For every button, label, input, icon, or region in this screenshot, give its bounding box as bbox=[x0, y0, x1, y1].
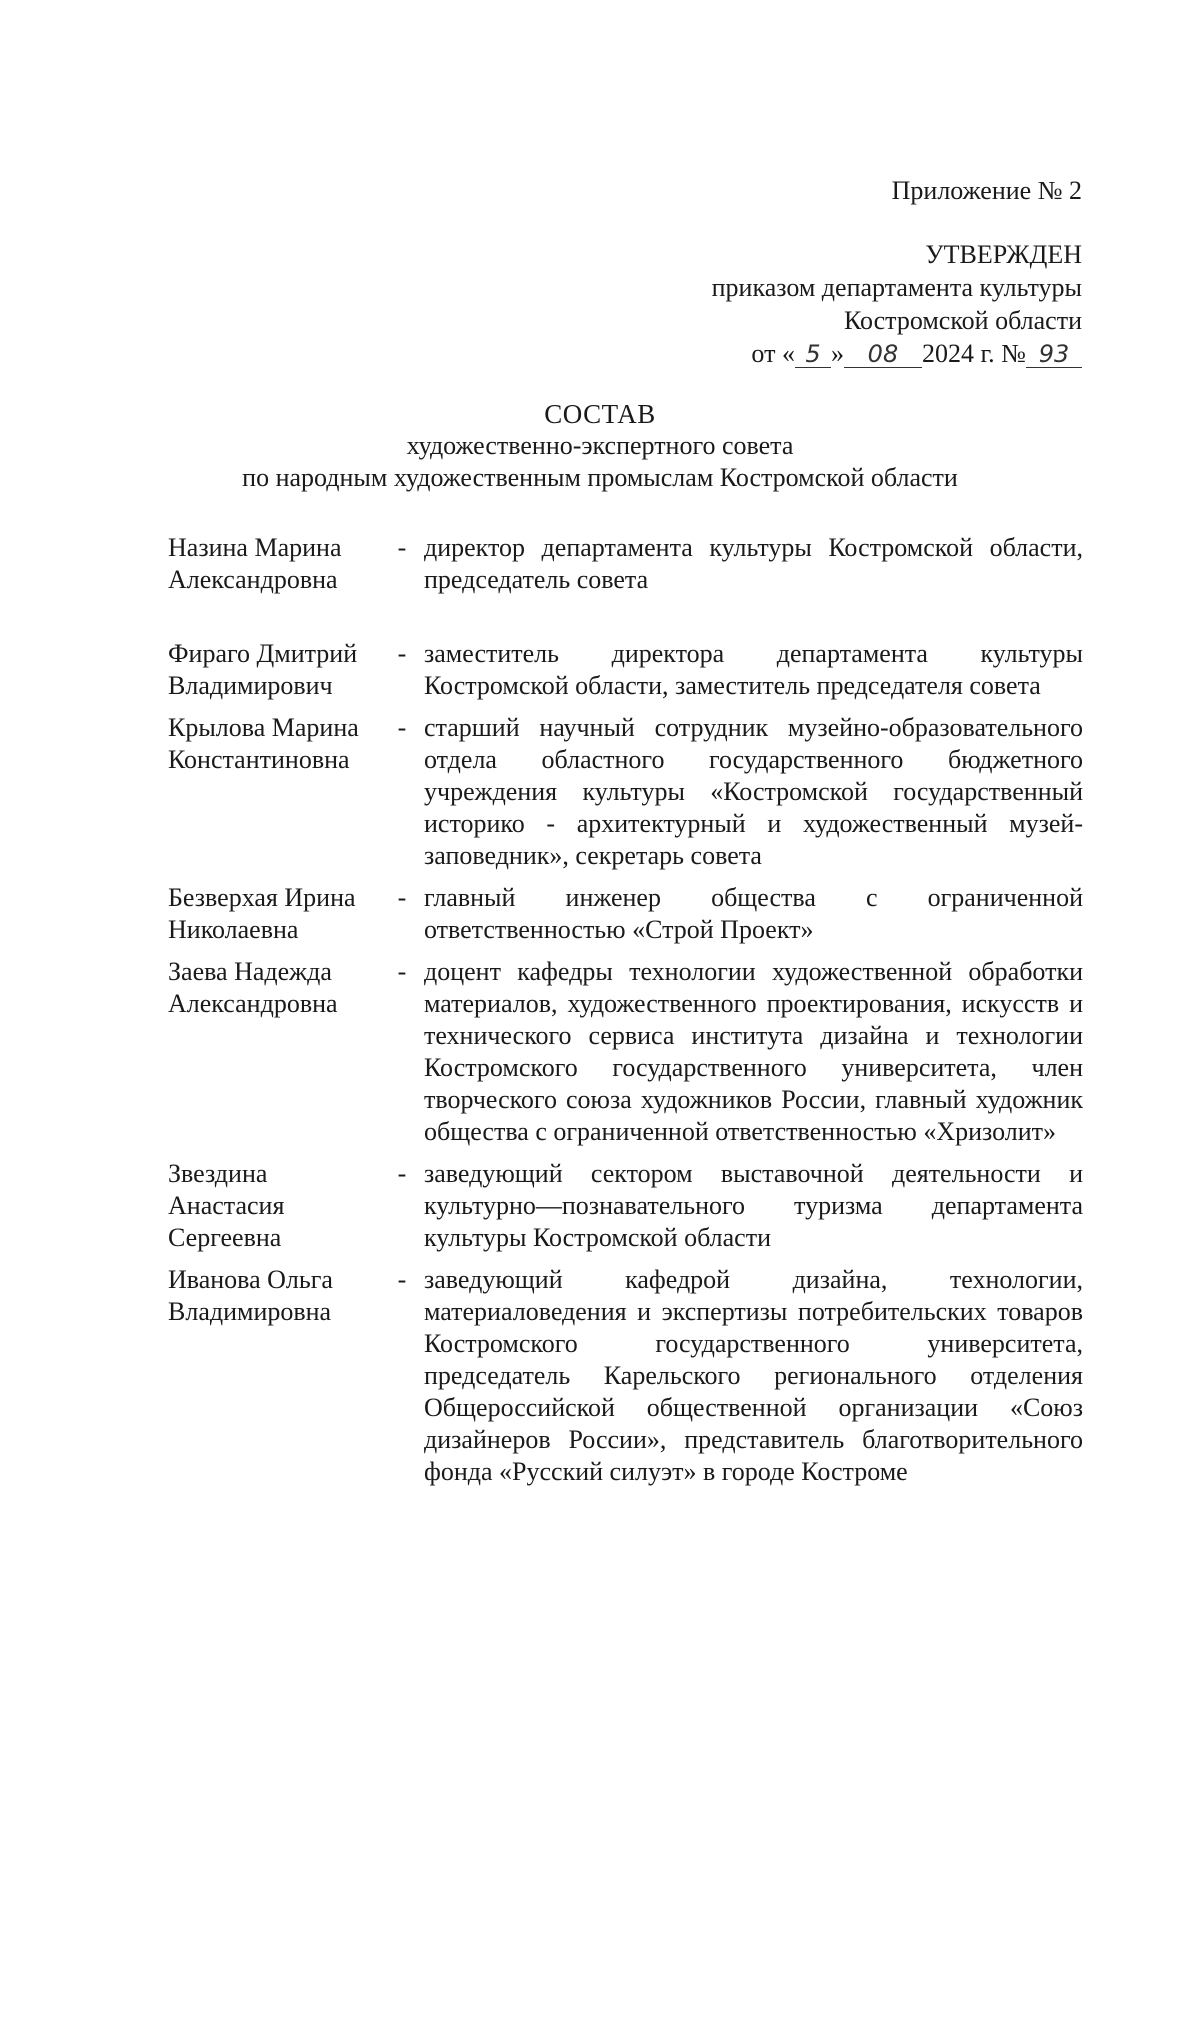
handwritten-order-number: 93 bbox=[1026, 341, 1082, 368]
member-row bbox=[168, 1264, 1083, 1488]
member-role: заведующий кафедрой дизайна, технологии, материаловедения и экспертизы потребительских товаров Костромского государственного университета, председатель Карельского регионального отделения Общероссийской общественной организации «Союз дизайнеров России», представитель благотворительного фонда «Русский силуэт» в городе Костроме bbox=[424, 1265, 1083, 1486]
member-role: доцент кафедры технологии художественной обработки материалов, художественного проектирования, искусств и технического сервиса института дизайна и технологии Костромского государственного университета, член творческого союза художников России, главный художник общества с ограниченной ответственностью «Хризолит» bbox=[424, 957, 1083, 1146]
member-dash: - bbox=[397, 1159, 407, 1188]
member-dash: - bbox=[397, 533, 407, 562]
member-dash: - bbox=[397, 639, 407, 668]
member-name: Крылова Марина Константиновна bbox=[168, 713, 359, 774]
title-main: СОСТАВ bbox=[544, 399, 656, 429]
member-name: Назина Марина Александровна bbox=[168, 533, 342, 594]
appendix-label: Приложение № 2 bbox=[891, 176, 1082, 205]
approval-header bbox=[562, 174, 1082, 370]
handwritten-day: 5 bbox=[795, 341, 831, 368]
member-row bbox=[168, 638, 1083, 702]
date-mid: » bbox=[830, 339, 844, 368]
member-role: старший научный сотрудник музейно-образовательного отдела областного государственного бюджетного учреждения культуры «Костромской государственный историко - архитектурный и художественный музей-заповедник», секретарь совета bbox=[424, 713, 1083, 870]
member-name: Безверхая Ирина Николаевна bbox=[168, 883, 356, 944]
handwritten-month: 08 bbox=[844, 341, 922, 368]
title-line-2: по народным художественным промыслам Костромской области bbox=[242, 463, 958, 492]
date-prefix: от « bbox=[751, 339, 795, 368]
member-row bbox=[168, 1158, 1083, 1254]
member-dash: - bbox=[397, 1265, 407, 1294]
member-dash: - bbox=[397, 957, 407, 986]
title-line-1: художественно-экспертного совета bbox=[406, 431, 794, 460]
member-role: директор департамента культуры Костромской области, председатель совета bbox=[424, 533, 1083, 594]
order-date-line bbox=[562, 337, 1082, 370]
member-name: Иванова Ольга Владимировна bbox=[168, 1265, 333, 1326]
approved-stamp-text: УТВЕРЖДЕН bbox=[925, 240, 1082, 269]
member-name: Заева Надежда Александровна bbox=[168, 957, 338, 1018]
document-title bbox=[160, 398, 1040, 494]
member-row bbox=[168, 956, 1083, 1148]
member-name: Звездина Анастасия Сергеевна bbox=[168, 1159, 285, 1252]
member-name: Фираго Дмитрий Владимирович bbox=[168, 639, 358, 700]
member-row bbox=[168, 712, 1083, 872]
member-role: заведующий сектором выставочной деятельности и культурно—познавательного туризма департамента культуры Костромской области bbox=[424, 1159, 1083, 1252]
member-role: заместитель директора департамента культуры Костромской области, заместитель председателя совета bbox=[424, 639, 1083, 700]
order-authority-line: приказом департамента культуры bbox=[711, 273, 1082, 302]
member-row bbox=[168, 882, 1083, 946]
member-dash: - bbox=[397, 713, 407, 742]
region-line: Костромской области bbox=[843, 306, 1082, 335]
member-role: главный инженер общества с ограниченной ответственностью «Строй Проект» bbox=[424, 883, 1083, 944]
member-row bbox=[168, 532, 1083, 596]
date-year: 2024 г. № bbox=[921, 339, 1026, 368]
members-list bbox=[168, 532, 1083, 1498]
member-dash: - bbox=[397, 883, 407, 912]
